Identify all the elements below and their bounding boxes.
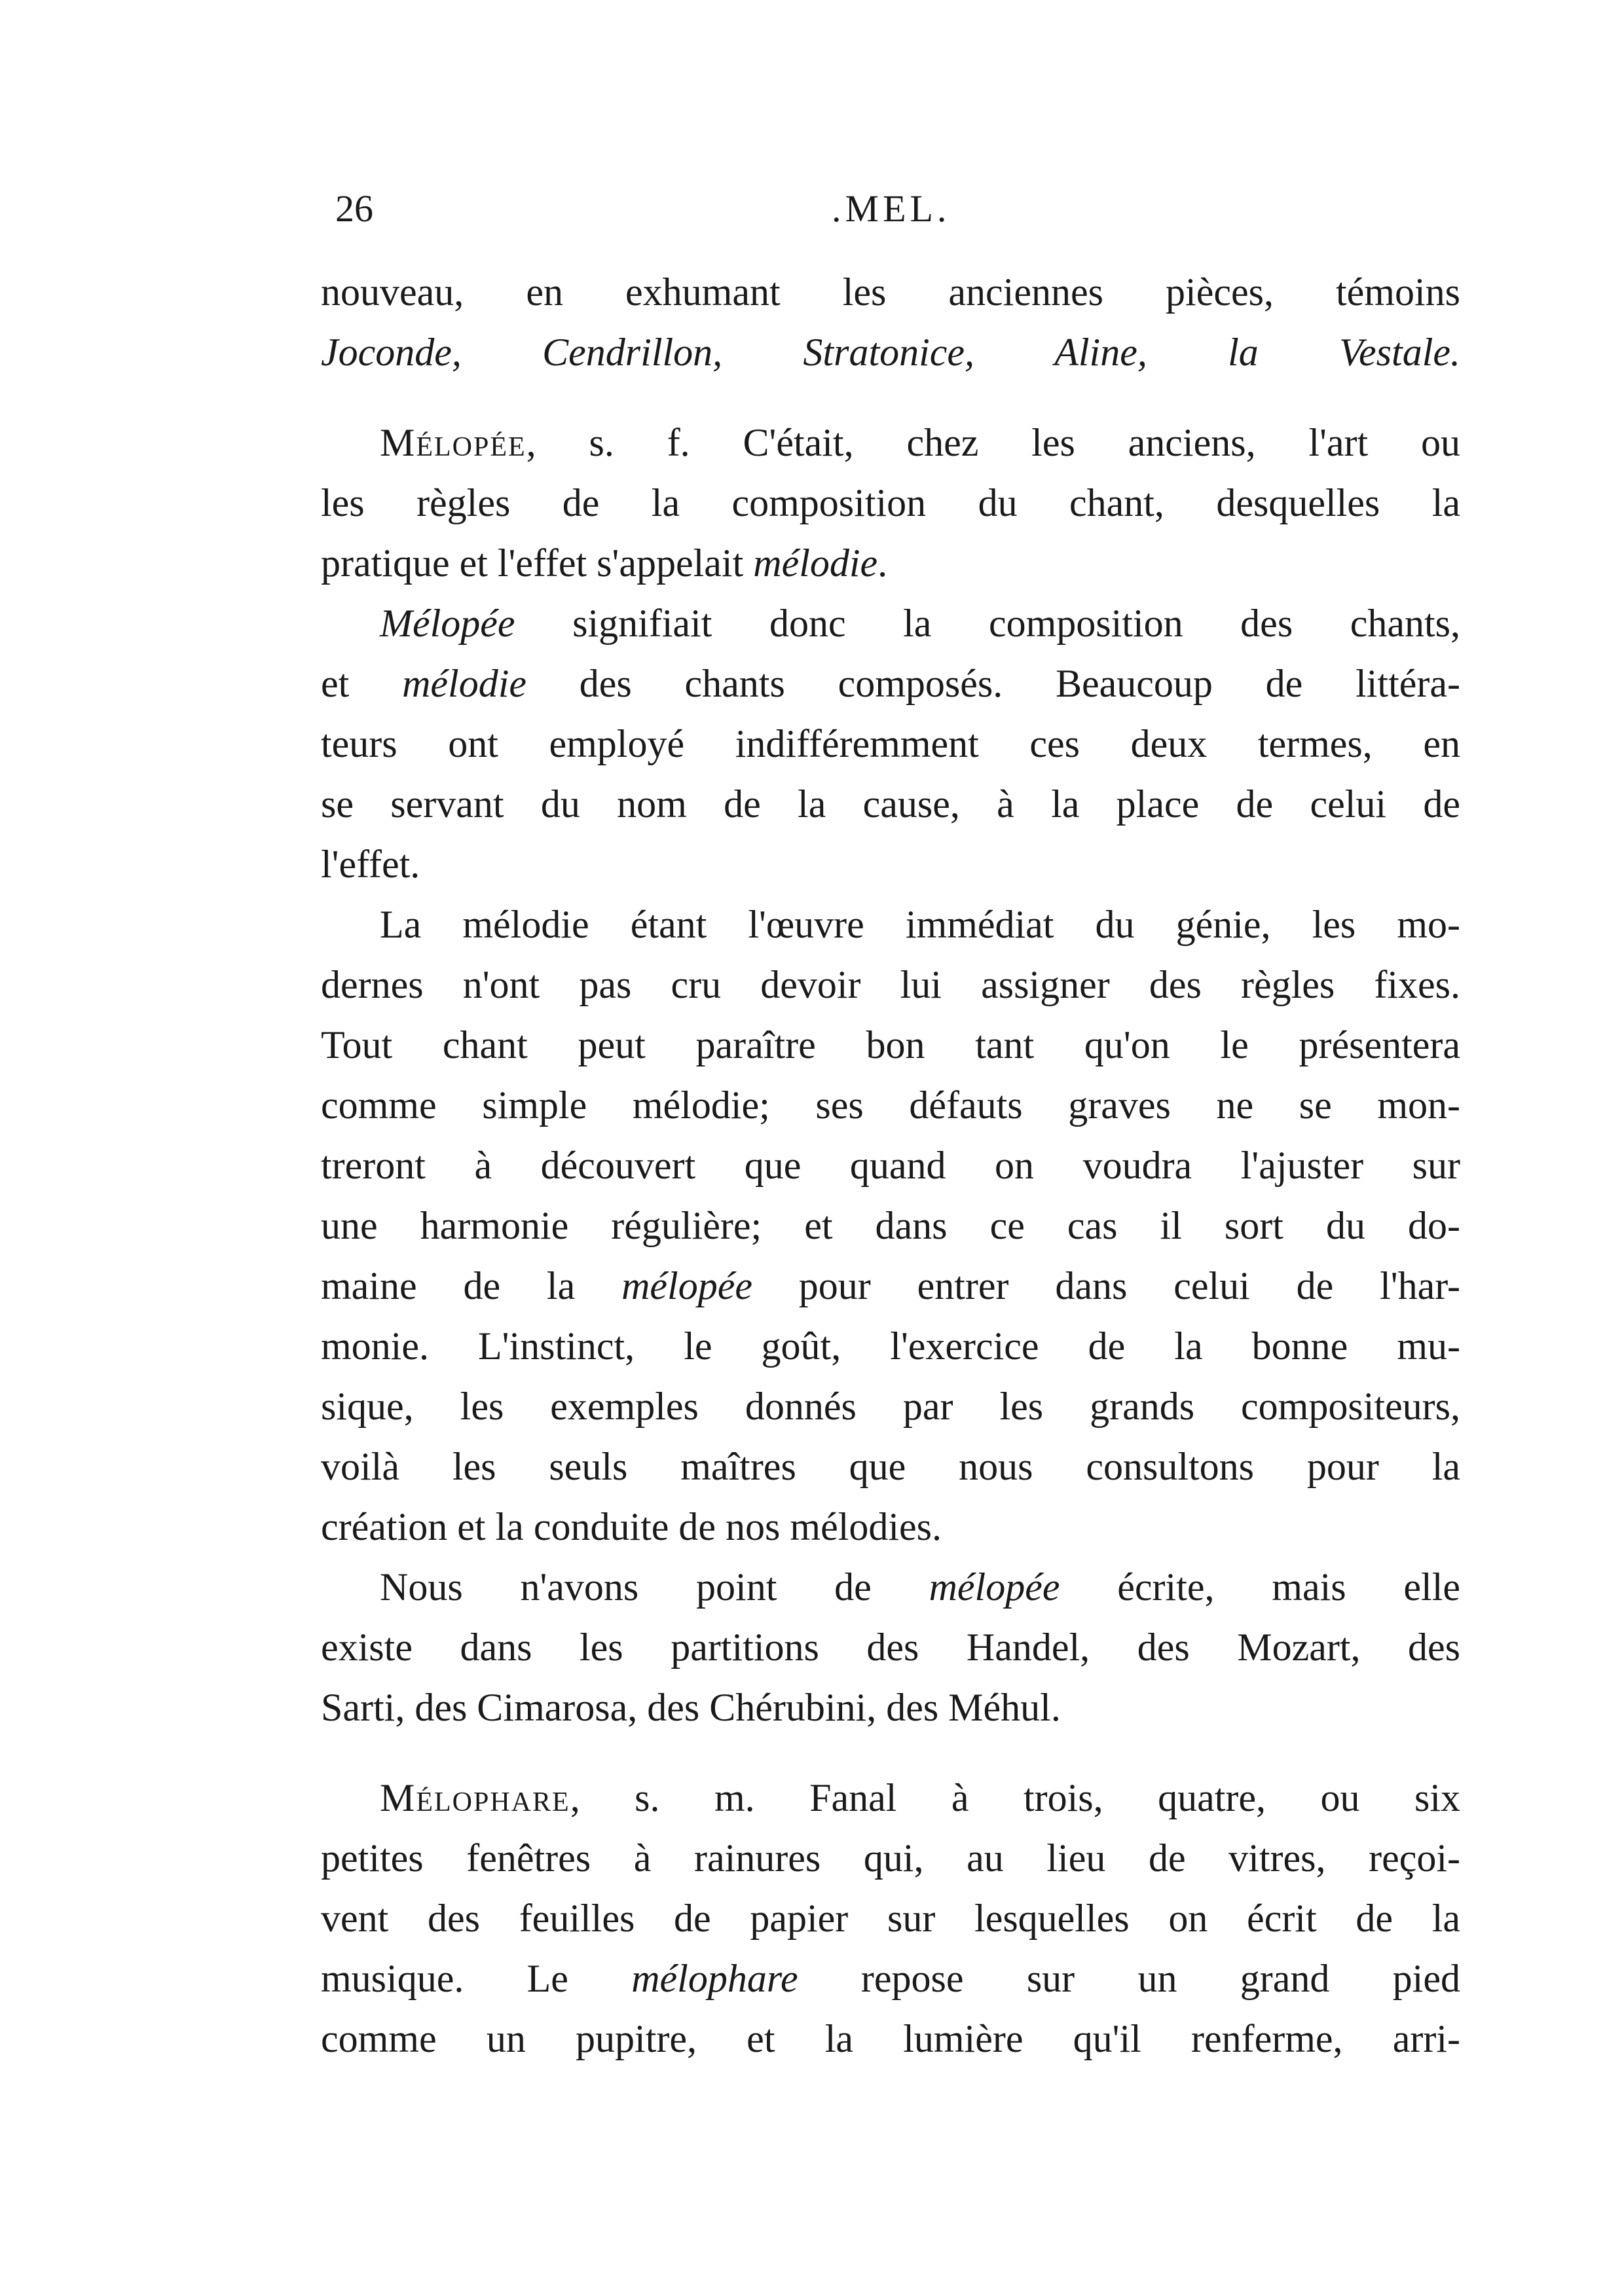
- text-segment: et: [321, 662, 403, 705]
- italic-text: Joconde, Cendrillon, Stratonice, Aline, la Vestale.: [321, 331, 1460, 374]
- spacer: [321, 1738, 1460, 1768]
- text-line: La mélodie étant l'œuvre immédiat du génie, les mo-: [380, 903, 1460, 946]
- text-line: nouveau, en exhumant les anciennes pièces, témoins: [321, 270, 1460, 314]
- text-line: comme simple mélodie; ses défauts graves ne se mon-: [321, 1084, 1460, 1127]
- body-text: [321, 262, 1460, 2069]
- text-line: les règles de la composition du chant, desquelles la: [321, 481, 1460, 524]
- italic-text: mélopée: [621, 1264, 752, 1307]
- page-number: 26: [335, 187, 373, 230]
- text-line: voilà les seuls maîtres que nous consultons pour la: [321, 1445, 1460, 1488]
- text-line: l'effet.: [321, 843, 420, 886]
- text-segment: pour entrer dans celui de l'har-: [752, 1264, 1460, 1307]
- text-segment: repose sur un grand pied: [798, 1957, 1460, 2000]
- text-line: [321, 322, 1460, 382]
- text-segment: maine de la: [321, 1264, 622, 1307]
- text-line: Sarti, des Cimarosa, des Chérubini, des Méhul.: [321, 1686, 1061, 1729]
- italic-text: mélophare: [631, 1957, 798, 2000]
- text-line: monie. L'instinct, le goût, l'exercice de la bonne mu-: [321, 1324, 1460, 1368]
- italic-text: Mélopée: [380, 602, 515, 645]
- text-line: [321, 653, 1460, 714]
- text-line: vent des feuilles de papier sur lesquelles on écrit de la: [321, 1897, 1460, 1940]
- text-line: création et la conduite de nos mélodies.: [321, 1505, 942, 1548]
- text-segment: écrite, mais elle: [1060, 1565, 1460, 1609]
- text-segment: signifiait donc la composition des chants,: [515, 602, 1460, 645]
- text-segment: Nous n'avons point de: [380, 1565, 929, 1609]
- italic-text: mélodie: [402, 662, 527, 705]
- text-line: [321, 533, 1460, 593]
- entry-definition: , s. f. C'était, chez les anciens, l'art ou: [526, 421, 1460, 464]
- text-line: [321, 1948, 1460, 2009]
- text-segment: .: [877, 541, 888, 585]
- text-line: une harmonie régulière; et dans ce cas il sort du do-: [321, 1204, 1460, 1247]
- running-title: .MEL.: [832, 187, 951, 230]
- text-segment: pratique et l'effet s'appelait: [321, 541, 754, 585]
- text-segment: des chants composés. Beaucoup de littéra-: [526, 662, 1460, 705]
- text-line: existe dans les partitions des Handel, des Mozart, des: [321, 1626, 1460, 1669]
- entry-term: Mélopée: [380, 421, 526, 464]
- text-line: sique, les exemples donnés par les grands compositeurs,: [321, 1385, 1460, 1428]
- spacer: [321, 382, 1460, 412]
- text-line: se servant du nom de la cause, à la place de celui de: [321, 782, 1460, 826]
- italic-text: mélodie: [753, 541, 878, 585]
- italic-text: mélopée: [929, 1565, 1060, 1609]
- text-line: petites fenêtres à rainures qui, au lieu de vitres, reçoi-: [321, 1836, 1460, 1880]
- text-line: [321, 593, 1460, 653]
- text-line: treront à découvert que quand on voudra l'ajuster sur: [321, 1144, 1460, 1187]
- entry-term: Mélophare: [380, 1776, 570, 1819]
- text-line: comme un pupitre, et la lumière qu'il renferme, arri-: [321, 2017, 1460, 2060]
- entry-heading-line: [321, 1768, 1460, 1828]
- text-line: teurs ont employé indifféremment ces deux termes, en: [321, 722, 1460, 765]
- text-line: Tout chant peut paraître bon tant qu'on le présentera: [321, 1023, 1460, 1066]
- text-line: dernes n'ont pas cru devoir lui assigner des règles fixes.: [321, 963, 1460, 1006]
- running-head: [327, 187, 1454, 239]
- entry-definition: , s. m. Fanal à trois, quatre, ou six: [570, 1776, 1460, 1819]
- entry-heading-line: [321, 412, 1460, 473]
- text-line: [321, 1557, 1460, 1617]
- text-segment: musique. Le: [321, 1957, 632, 2000]
- text-line: [321, 1256, 1460, 1316]
